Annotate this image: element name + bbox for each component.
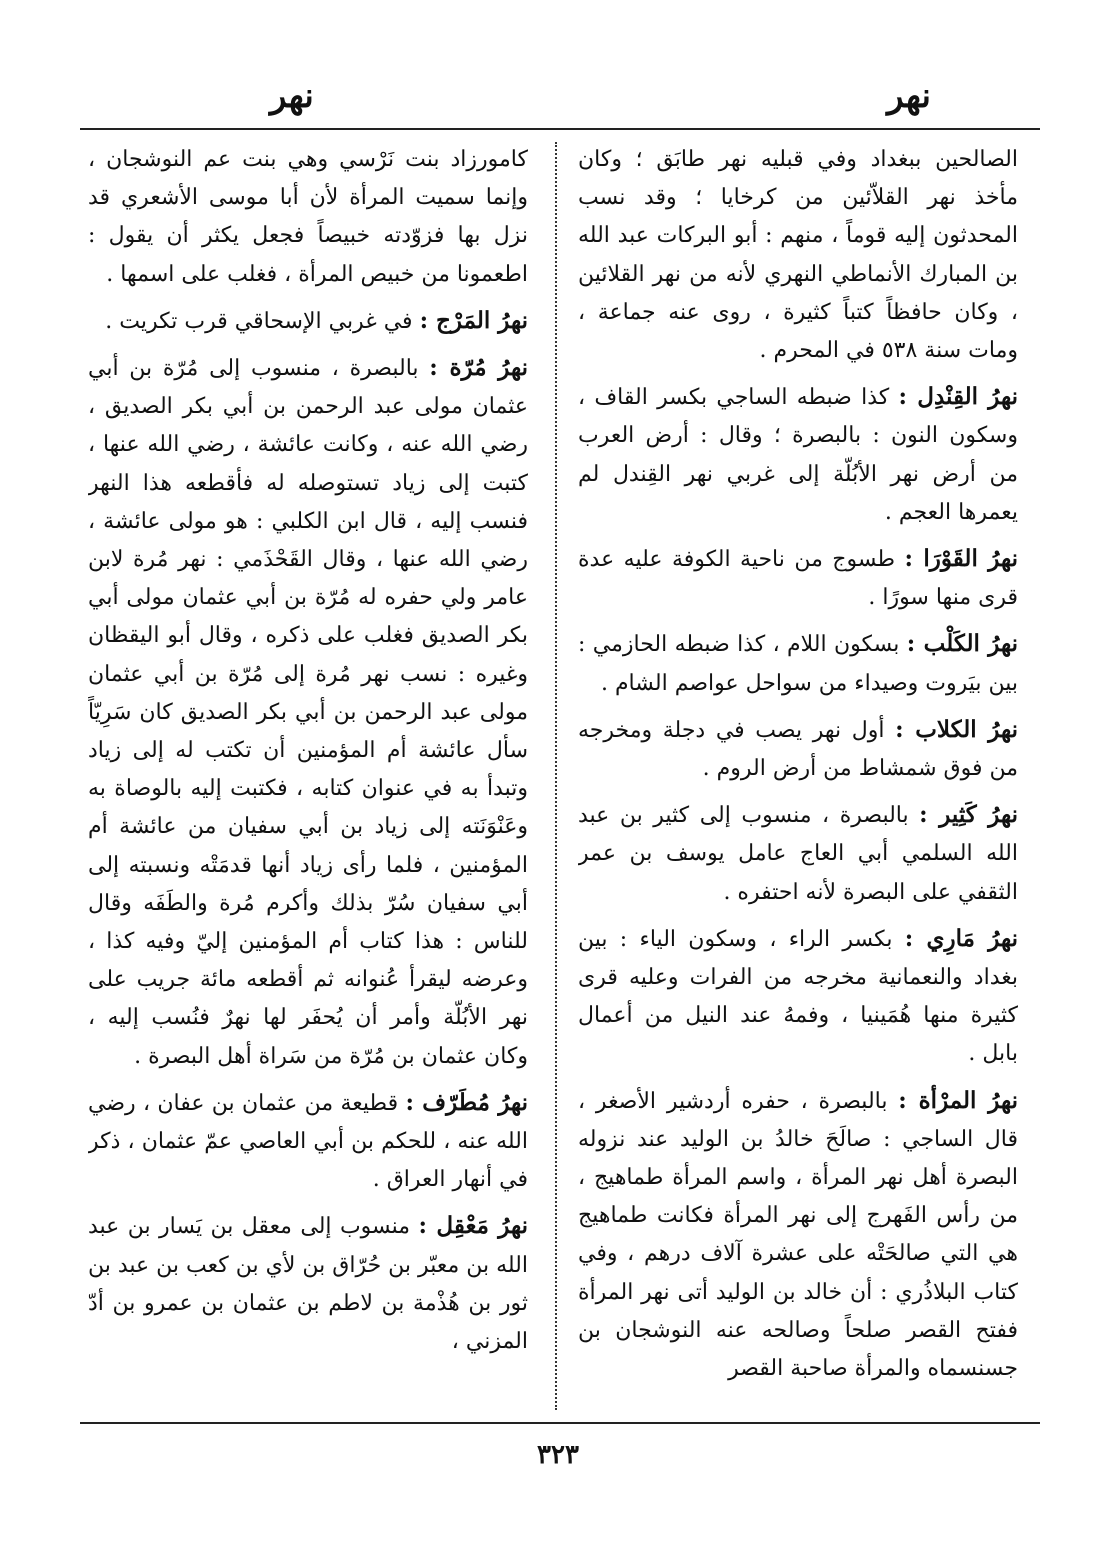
entry-nahr-al-kilab (578, 711, 1018, 788)
footer-rule (80, 1422, 1040, 1424)
entry-headword: نهرُ الكلاب : (895, 715, 1018, 743)
entry-text: الصالحين ببغداد وفي قبليه نهر طابَق ؛ وكان مأخذ نهر القلاّئين من كرخايا ؛ وقد نسب المحدثون إليه قوماً ، منهم : أبو البركات عبد الله بن المبارك الأنماطي النهري لأنه من نهر القلائين ، وكان حافظاً كتباً كثيرة ، روى عنه جماعة ، ومات سنة ٥٣٨ في المحرم . (578, 147, 1018, 364)
entry-text: كامورزاد بنت نَرْسي وهي بنت عم النوشجان ، وإنما سميت المرأة لأن أبا موسى الأشعري قد نزل بها فزوّدته خبيصاً فجعل يكثر أن يقول : اطعمونا من خبيص المرأة ، فغلب على اسمها . (88, 147, 528, 287)
entry-text: طسوج من ناحية الكوفة عليه عدة قرى منها سورًا . (578, 547, 1018, 611)
entry-text: بالبصرة ، حفره أردشير الأصغر ، قال الساجي : صالَحَ خالدُ بن الوليد عند نزوله البصرة أهل نهر المرأة ، واسم المرأة طماهيج ، من رأس الفَهرج إلى نهر المرأة فكانت طماهيج هي التي صالحَتْه على عشرة آلاف درهم ، وفي كتاب البلاذُري : أن خالد بن الوليد أتى نهر المرأة ففتح القصر صلحاً وصالحه عنه النوشجان بن جسنسماه والمرأة صاحبة القصر (578, 1088, 1018, 1382)
header-rule (80, 128, 1040, 130)
entry-headword: نهرُ القِنْدِل : (898, 383, 1018, 411)
entry-headword: نهرُ مُرّة : (429, 354, 528, 382)
entry-nahr-mutarrif (88, 1084, 528, 1200)
entry-text: بالبصرة ، منسوب إلى كثير بن عبد الله السلمي أبي العاج عامل يوسف بن عمر الثقفي على البصرة لأنه احتفره . (578, 803, 1018, 905)
column-divider (555, 142, 557, 1410)
entry-continuation (88, 140, 528, 294)
entry-nahr-al-mara (578, 1082, 1018, 1389)
entry-text: قطيعة من عثمان بن عفان ، رضي الله عنه ، للحكم بن أبي العاصي عمّ عثمان ، ذكر في أنهار العراق . (88, 1090, 528, 1193)
entry-headword: نهرُ كَثِير : (919, 801, 1018, 829)
entry-nahr-kathir (578, 796, 1018, 912)
entry-nahr-al-qawra (578, 540, 1018, 617)
left-column (88, 140, 528, 1412)
entry-headword: نهرُ الكَلْب : (906, 630, 1018, 658)
right-column (578, 140, 1018, 1412)
entry-nahr-al-kalb (578, 625, 1018, 702)
entry-headword: نهرُ مَارِي : (904, 924, 1018, 952)
entry-text: منسوب إلى معقل بن يَسار بن عبد الله بن معبّر بن حُرّاق بن لأي بن كعب بن عبد بن ثور بن هُذْمة بن لاطم بن عثمان بن عمرو بن أدّ المزني ، (88, 1214, 528, 1355)
entry-text: كذا ضبطه الساجي بكسر القاف ، وسكون النون : بالبصرة ؛ وقال : أرض العرب من أرض نهر الأبُلّة إلى غربي نهر القِندل لم يعمرها العجم . (578, 385, 1018, 525)
entry-nahr-al-marj (88, 302, 528, 341)
entry-nahr-mari (578, 920, 1018, 1074)
entry-continuation (578, 140, 1018, 370)
entry-text: في غربي الإسحاقي قرب تكريت . (105, 308, 413, 334)
entry-text: بالبصرة ، منسوب إلى مُرّة بن أبي عثمان مولى عبد الرحمن بن أبي بكر الصديق ، رضي الله عنه ، وكانت عائشة ، رضي الله عنها ، كتبت إلى زياد تستوصله له فأقطعه هذا النهر فنسب إليه ، قال ابن الكلبي : هو مولى عائشة ، رضي الله عنها ، وقال القَحْذَمي : نهر مُرة لابن عامر ولي حفره له مُرّة بن أبي عثمان مولى أبي بكر الصديق فغلب على ذكره ، وقال أبو اليقظان وغيره : نسب نهر مُرة إلى مُرّة بن أبي عثمان مولى عبد الرحمن بن أبي بكر الصديق كان سَرِيّاً سأل عائشة أم المؤمنين أن تكتب له إلى زياد وتبدأ به في عنوان كتابه ، فكتبت إليه بالوصاة به وعَنْوَنَته إلى زياد بن أبي سفيان من عائشة أم المؤمنين ، فلما رأى زياد أنها قدمَتْه ونسبته إلى أبي سفيان سُرّ بذلك وأكرم مُرة والطَفَه وقال للناس : هذا كتاب أم المؤمنين إليّ وفيه كذا ، وعرضه ليقرأ عُنوانه ثم أقطعه مائة جريب على نهر الأبُلّة وأمر أن يُحفَر لها نهرٌ فنُسب إليه ، وكان عثمان بن مُرّة من سَراة أهل البصرة . (88, 356, 528, 1069)
entry-nahr-maqil (88, 1207, 528, 1361)
running-head-right: نهر (887, 76, 931, 116)
entry-text: بكسر الراء ، وسكون الياء : بين بغداد والنعمانية مخرجه من الفرات وعليه قرى كثيرة منها هُمَينيا ، وفمهُ عند النيل من أعمال بابل . (578, 926, 1018, 1067)
entry-nahr-al-qindil (578, 378, 1018, 532)
entry-nahr-murra (88, 349, 528, 1076)
entry-headword: نهرُ القَوْرَا : (904, 545, 1018, 573)
running-head-left: نهر (270, 76, 314, 116)
entry-headword: نهرُ مَعْقِل : (418, 1212, 528, 1240)
entry-headword: نهرُ مُطَرّف : (405, 1088, 528, 1116)
page-number: ٣٢٣ (537, 1440, 579, 1470)
entry-headword: نهرُ المَرْج : (419, 306, 528, 334)
entry-headword: نهرُ المرْأة : (898, 1086, 1018, 1114)
entry-text: بسكون اللام ، كذا ضبطه الحازمي : بين بيَروت وصيداء من سواحل عواصم الشام . (578, 632, 1018, 696)
entry-text: أول نهر يصب في دجلة ومخرجه من فوق شمشاط من أرض الروم . (578, 717, 1018, 782)
